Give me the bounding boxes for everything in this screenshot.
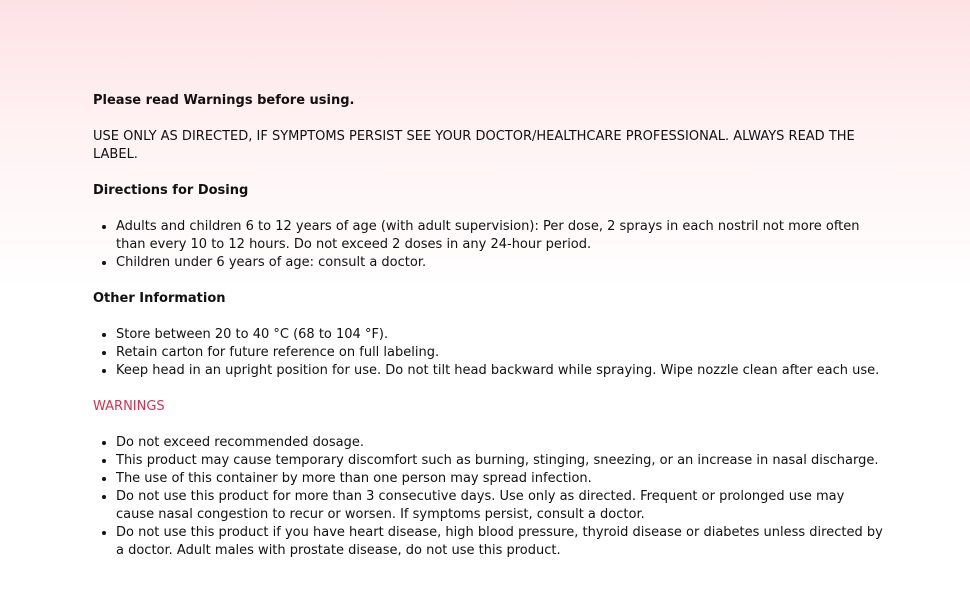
spacer — [93, 308, 883, 326]
warnings-heading: WARNINGS — [93, 399, 165, 414]
list-item: • Keep head in an upright position for use. Do not tilt head backward while spraying. Wipe nozzle clean after each use. — [116, 362, 883, 380]
list-item: • Do not use this product if you have heart disease, high blood pressure, thyroid disease or diabetes unless directed by a doctor. Adult males with prostate disease, do not use this product. — [116, 524, 883, 560]
list-item: • Retain carton for future reference on full labeling. — [116, 344, 883, 362]
spacer — [93, 164, 883, 182]
dosing-heading: Directions for Dosing — [93, 183, 249, 198]
list-item: • The use of this container by more than one person may spread infection. — [116, 470, 883, 488]
spacer — [93, 380, 883, 398]
list-item: • Do not use this product for more than 3 consecutive days. Use only as directed. Frequent or prolonged use may cause nasal congestion to recur or worsen. If symptoms persist, consult a doctor. — [116, 488, 883, 524]
spacer — [93, 272, 883, 290]
other-info-heading: Other Information — [93, 291, 226, 306]
read-warnings-note: Please read Warnings before using. — [93, 93, 355, 108]
dosing-list — [93, 218, 883, 272]
spacer — [93, 110, 883, 128]
list-item: • Store between 20 to 40 °C (68 to 104 °F). — [116, 326, 883, 344]
label-document — [93, 92, 883, 560]
list-item: • Children under 6 years of age: consult a doctor. — [116, 254, 883, 272]
spacer — [93, 416, 883, 434]
list-item: • Adults and children 6 to 12 years of age (with adult supervision): Per dose, 2 sprays in each nostril not more often than every 10 to 12 hours. Do not exceed 2 doses in any 24-hour period. — [116, 218, 883, 254]
other-info-list — [93, 326, 883, 380]
spacer — [93, 200, 883, 218]
usage-directive: USE ONLY AS DIRECTED, IF SYMPTOMS PERSIST SEE YOUR DOCTOR/HEALTHCARE PROFESSIONAL. ALWAYS READ THE LABEL. — [93, 129, 855, 162]
warnings-list — [93, 434, 883, 560]
list-item: • Do not exceed recommended dosage. — [116, 434, 883, 452]
list-item: • This product may cause temporary discomfort such as burning, stinging, sneezing, or an increase in nasal discharge. — [116, 452, 883, 470]
